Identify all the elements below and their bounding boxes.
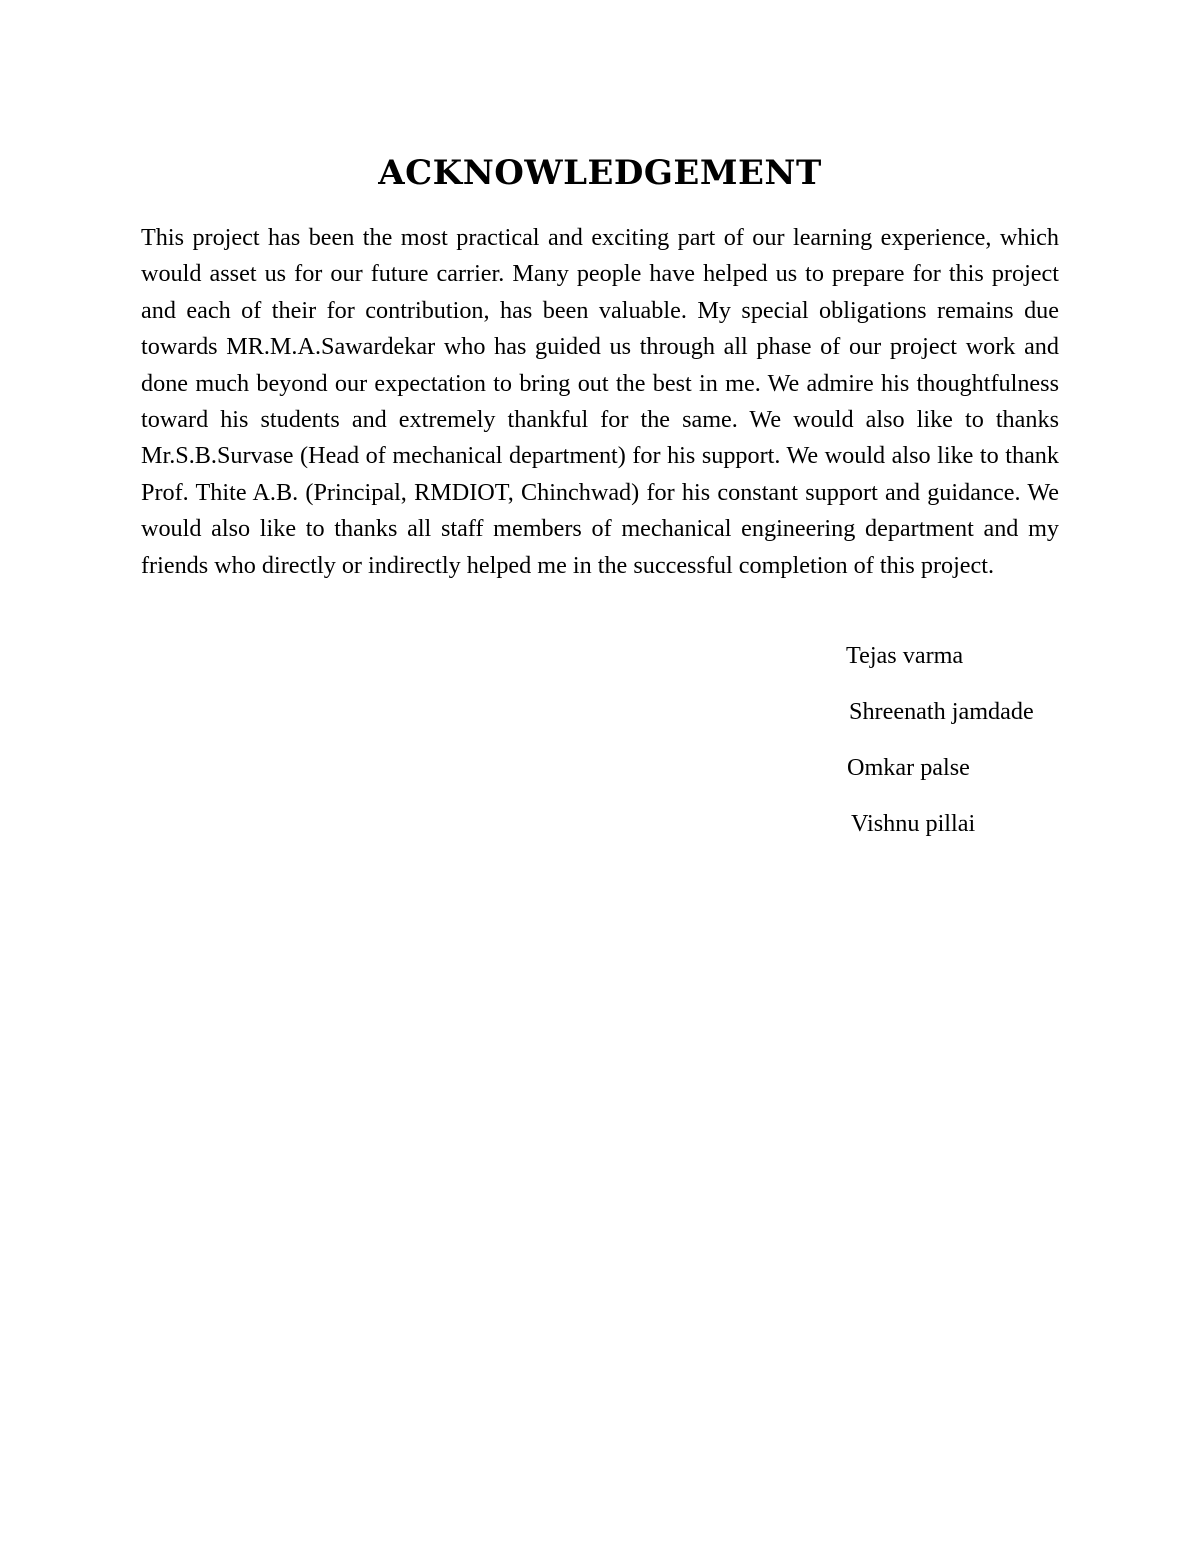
signatory-name: Vishnu pillai — [851, 810, 976, 837]
signatory-name: Shreenath jamdade — [849, 698, 1034, 725]
signatory-name: Tejas varma — [846, 642, 964, 669]
signatory-name: Omkar palse — [847, 754, 970, 781]
acknowledgement-paragraph: This project has been the most practical and exciting part of our learning experience, which would asset us for our future carrier. Many people have helped us to prepare for this project and each of their for contribution, has been valuable. My special obligations remains due towards MR.M.A.Sawardekar who has guided us through all phase of our project work and done much beyond our expectation to bring out the best in me. We admire his thoughtfulness toward his students and extremely thankful for the same. We would also like to thanks Mr.S.B.Survase (Head of mechanical department) for his support. We would also like to thank Prof. Thite A.B. (Principal, RMDIOT, Chinchwad) for his constant support and guidance. We would also like to thanks all staff members of mechanical engineering department and my friends who directly or indirectly helped me in the successful completion of this project. — [141, 224, 1059, 579]
page-title: ACKNOWLEDGEMENT — [378, 153, 822, 193]
signatories-list — [846, 638, 1176, 862]
